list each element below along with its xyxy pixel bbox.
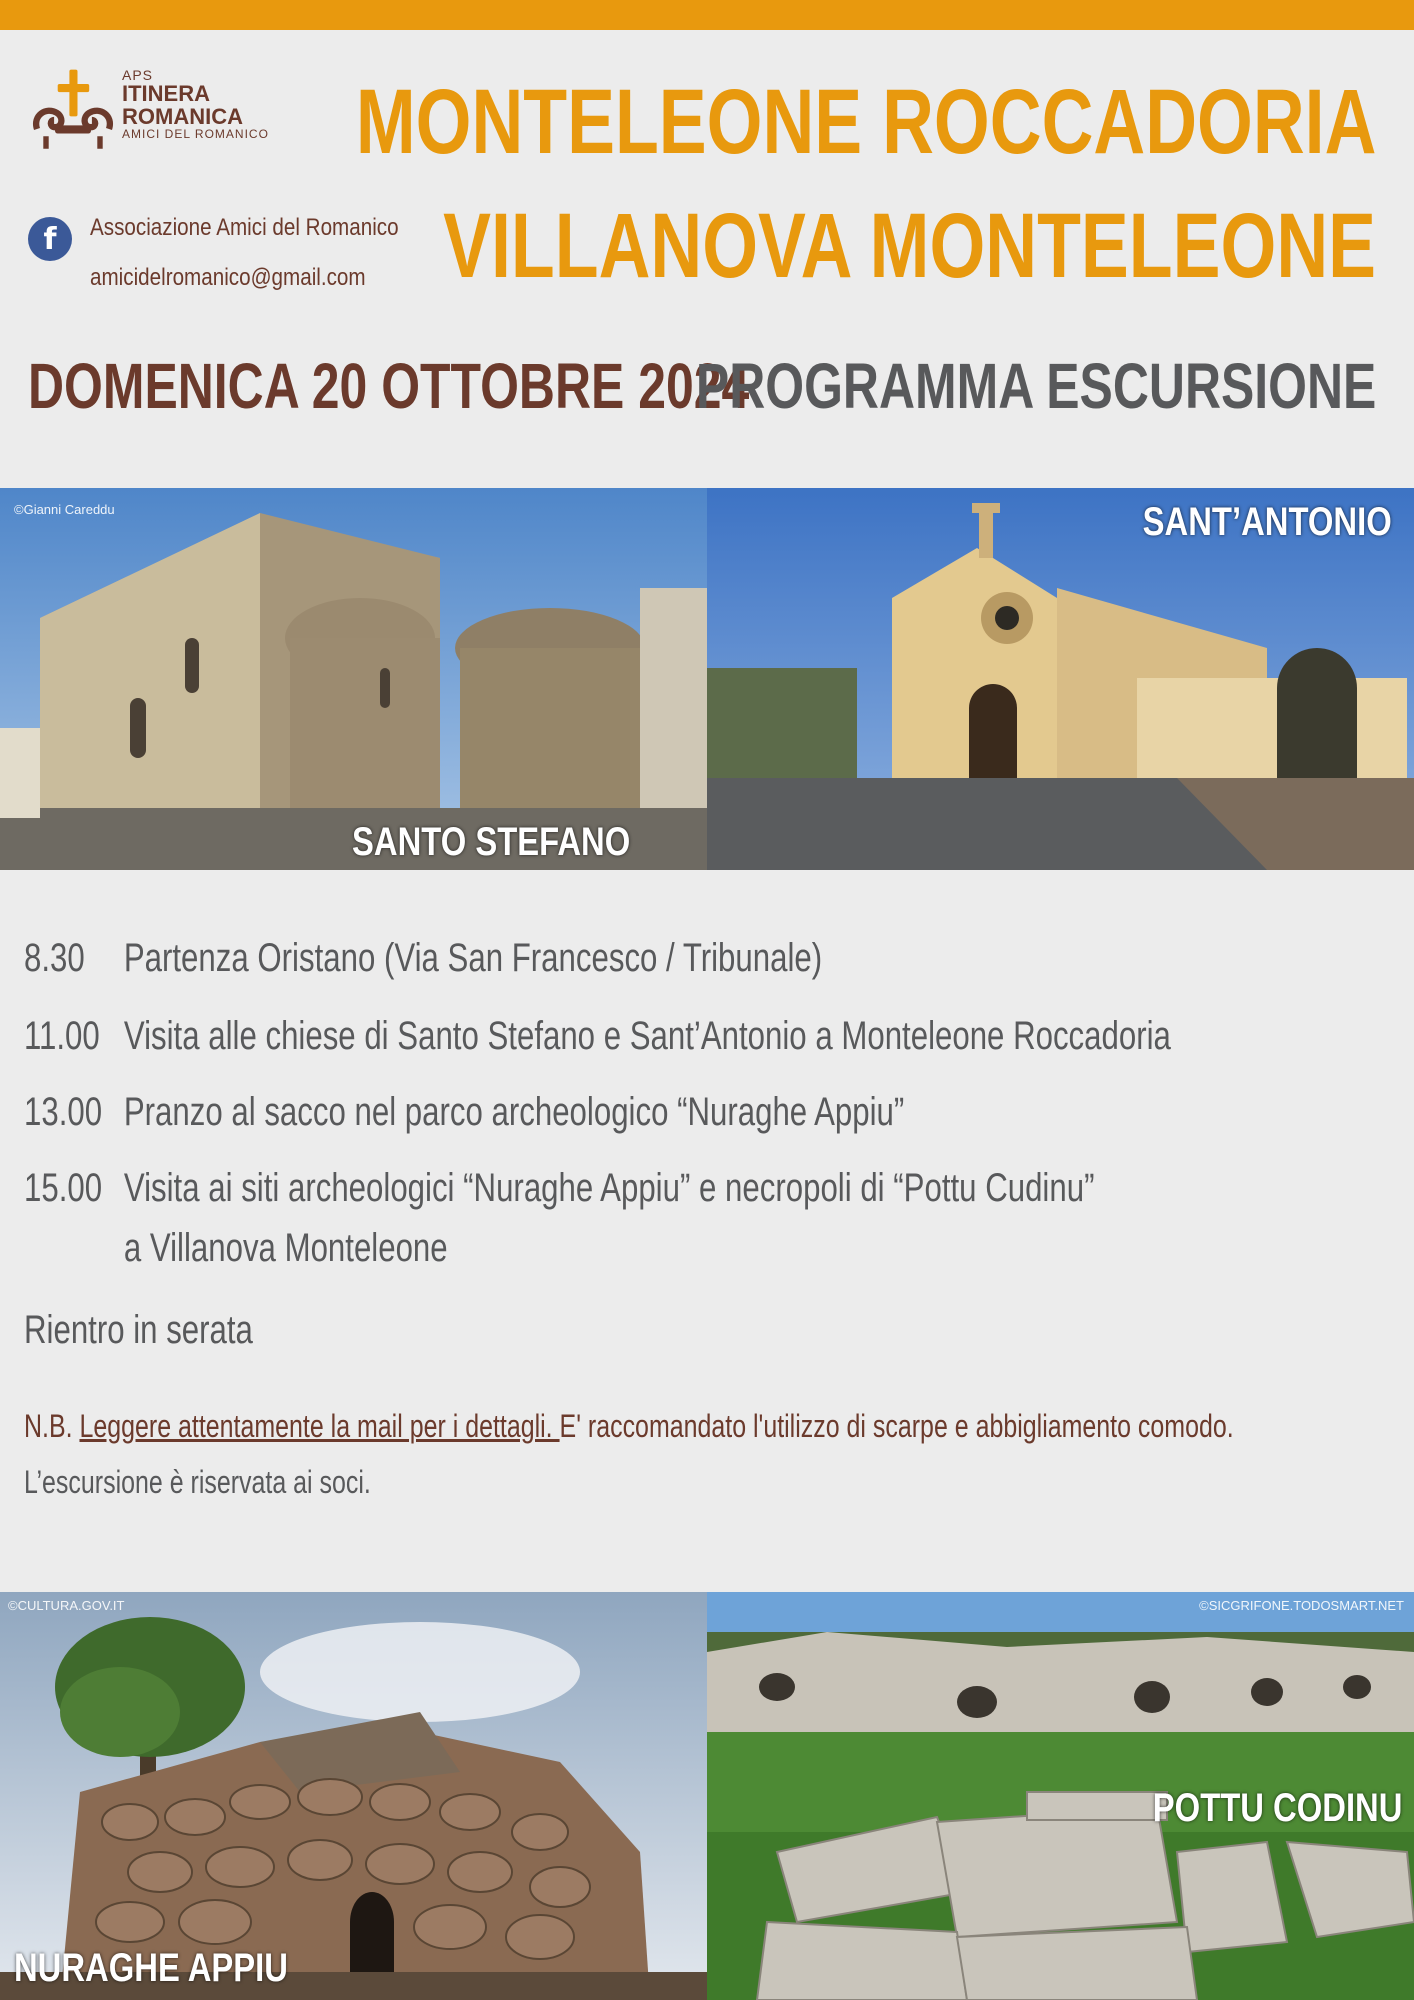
main-title-line2: VILLANOVA MONTELEONE: [443, 195, 1376, 297]
schedule-item: [24, 1016, 1171, 1056]
nb-prefix: N.B.: [24, 1408, 80, 1444]
event-date: DOMENICA 20 OTTOBRE 2024: [28, 350, 750, 422]
caption-nuraghe-appiu: NURAGHE APPIU: [14, 1946, 288, 1990]
logo-name-line1: ITINERA: [122, 81, 210, 106]
schedule-item: [24, 1168, 1094, 1208]
nb-note: [24, 1408, 1234, 1445]
schedule-text: Partenza Oristano (Via San Francesco / Tribunale): [123, 936, 823, 980]
schedule-text: a Villanova Monteleone: [123, 1226, 448, 1270]
contact-email[interactable]: amicidelromanico@gmail.com: [90, 264, 366, 291]
caption-santo-stefano: SANTO STEFANO: [352, 820, 631, 864]
photo-credit-santo-stefano: ©Gianni Careddu: [14, 502, 115, 517]
photo-santo-stefano: [0, 488, 707, 870]
main-title-line1: MONTELEONE ROCCADORIA: [355, 71, 1376, 173]
schedule-item: [24, 1092, 904, 1132]
nb-link[interactable]: Leggere attentamente la mail per i dettagli.: [79, 1408, 560, 1444]
schedule-text: Pranzo al sacco nel parco archeologico “Nuraghe Appiu”: [123, 1090, 905, 1134]
logo-subtitle: AMICI DEL ROMANICO: [122, 127, 269, 141]
nb-rest: E' raccomandato l'utilizzo di scarpe e abbigliamento comodo.: [559, 1408, 1234, 1444]
caption-pottu-codinu: POTTU CODINU: [1152, 1786, 1402, 1830]
members-only-note: L’escursione è riservata ai soci.: [24, 1464, 371, 1500]
schedule-text: Visita ai siti archeologici “Nuraghe Appiu” e necropoli di “Pottu Cudinu”: [123, 1166, 1095, 1210]
logo-name-line2: ROMANICA: [122, 104, 243, 129]
photo-pottu-codinu: [707, 1592, 1414, 2000]
photo-nuraghe-appiu: [0, 1592, 707, 2000]
schedule-item: [24, 938, 822, 978]
facebook-icon[interactable]: f: [28, 217, 72, 261]
schedule-time: 11.00: [24, 1014, 100, 1058]
itinera-romanica-logo: [28, 66, 118, 156]
program-heading: PROGRAMMA ESCURSIONE: [695, 350, 1376, 422]
top-accent-bar: [0, 0, 1414, 30]
logo-aps: APS: [122, 67, 154, 83]
logo-text: [122, 68, 269, 140]
caption-sant-antonio: SANT’ANTONIO: [1142, 500, 1392, 544]
photo-sant-antonio: [707, 488, 1414, 870]
schedule-item-continuation: [24, 1228, 448, 1268]
photo-credit-pottu-codinu: ©SICGRIFONE.TODOSMART.NET: [1199, 1598, 1404, 1613]
facebook-page-name[interactable]: Associazione Amici del Romanico: [90, 214, 399, 241]
schedule-time: 13.00: [24, 1090, 103, 1134]
schedule-text: Visita alle chiese di Santo Stefano e Sant’Antonio a Monteleone Roccadoria: [123, 1014, 1171, 1058]
return-note: Rientro in serata: [24, 1308, 253, 1352]
schedule-time: 15.00: [24, 1166, 103, 1210]
photo-credit-nuraghe-appiu: ©CULTURA.GOV.IT: [8, 1598, 125, 1613]
schedule-time: 8.30: [24, 936, 85, 980]
